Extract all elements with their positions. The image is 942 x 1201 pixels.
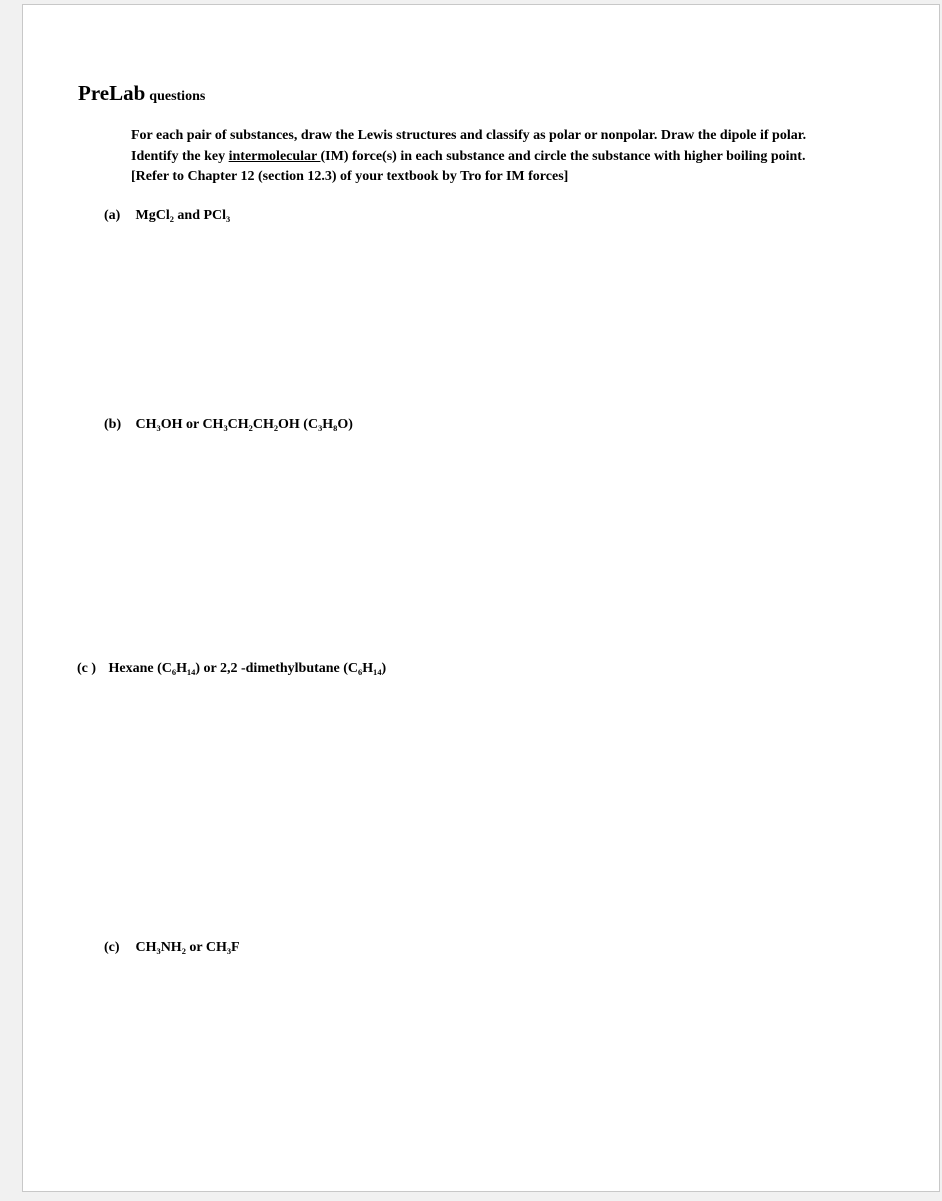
title-suffix: questions [149, 89, 206, 104]
question-c-label: (c ) [77, 661, 97, 676]
intermolecular-underlined: intermolecular [228, 148, 321, 164]
question-b-label: (b) [104, 417, 122, 432]
instructions-line-2-pre: Identify the key [131, 148, 229, 164]
title-main: PreLab [78, 81, 146, 105]
question-c [77, 661, 386, 677]
question-b-text: CH₃OH or CH₃CH₂CH₂OH (C₃H₈O) [135, 417, 353, 432]
instructions-paragraph [131, 126, 891, 188]
question-b [104, 417, 353, 433]
question-d-label: (c) [104, 940, 120, 955]
question-d-text: CH₃NH₂ or CH₃F [135, 940, 240, 955]
question-a [104, 208, 230, 224]
question-c-text: Hexane (C₆H₁₄) or 2,2 -dimethylbutane (C₆H₁₄) [108, 661, 387, 676]
instructions-line-1: For each pair of substances, draw the Lewis structures and classify as polar or nonpolar. Draw the dipole if polar. [131, 128, 807, 143]
instructions-line-2-post: (IM) force(s) in each substance and circle the substance with higher boiling point. [320, 148, 806, 164]
page-title [78, 81, 205, 106]
question-d [104, 940, 240, 956]
question-a-text: MgCl₂ and PCl₃ [135, 208, 231, 223]
instructions-line-2 [131, 147, 891, 168]
question-a-label: (a) [104, 208, 121, 223]
document-page [22, 4, 940, 1192]
instructions-line-3: [Refer to Chapter 12 (section 12.3) of your textbook by Tro for IM forces] [131, 169, 569, 184]
